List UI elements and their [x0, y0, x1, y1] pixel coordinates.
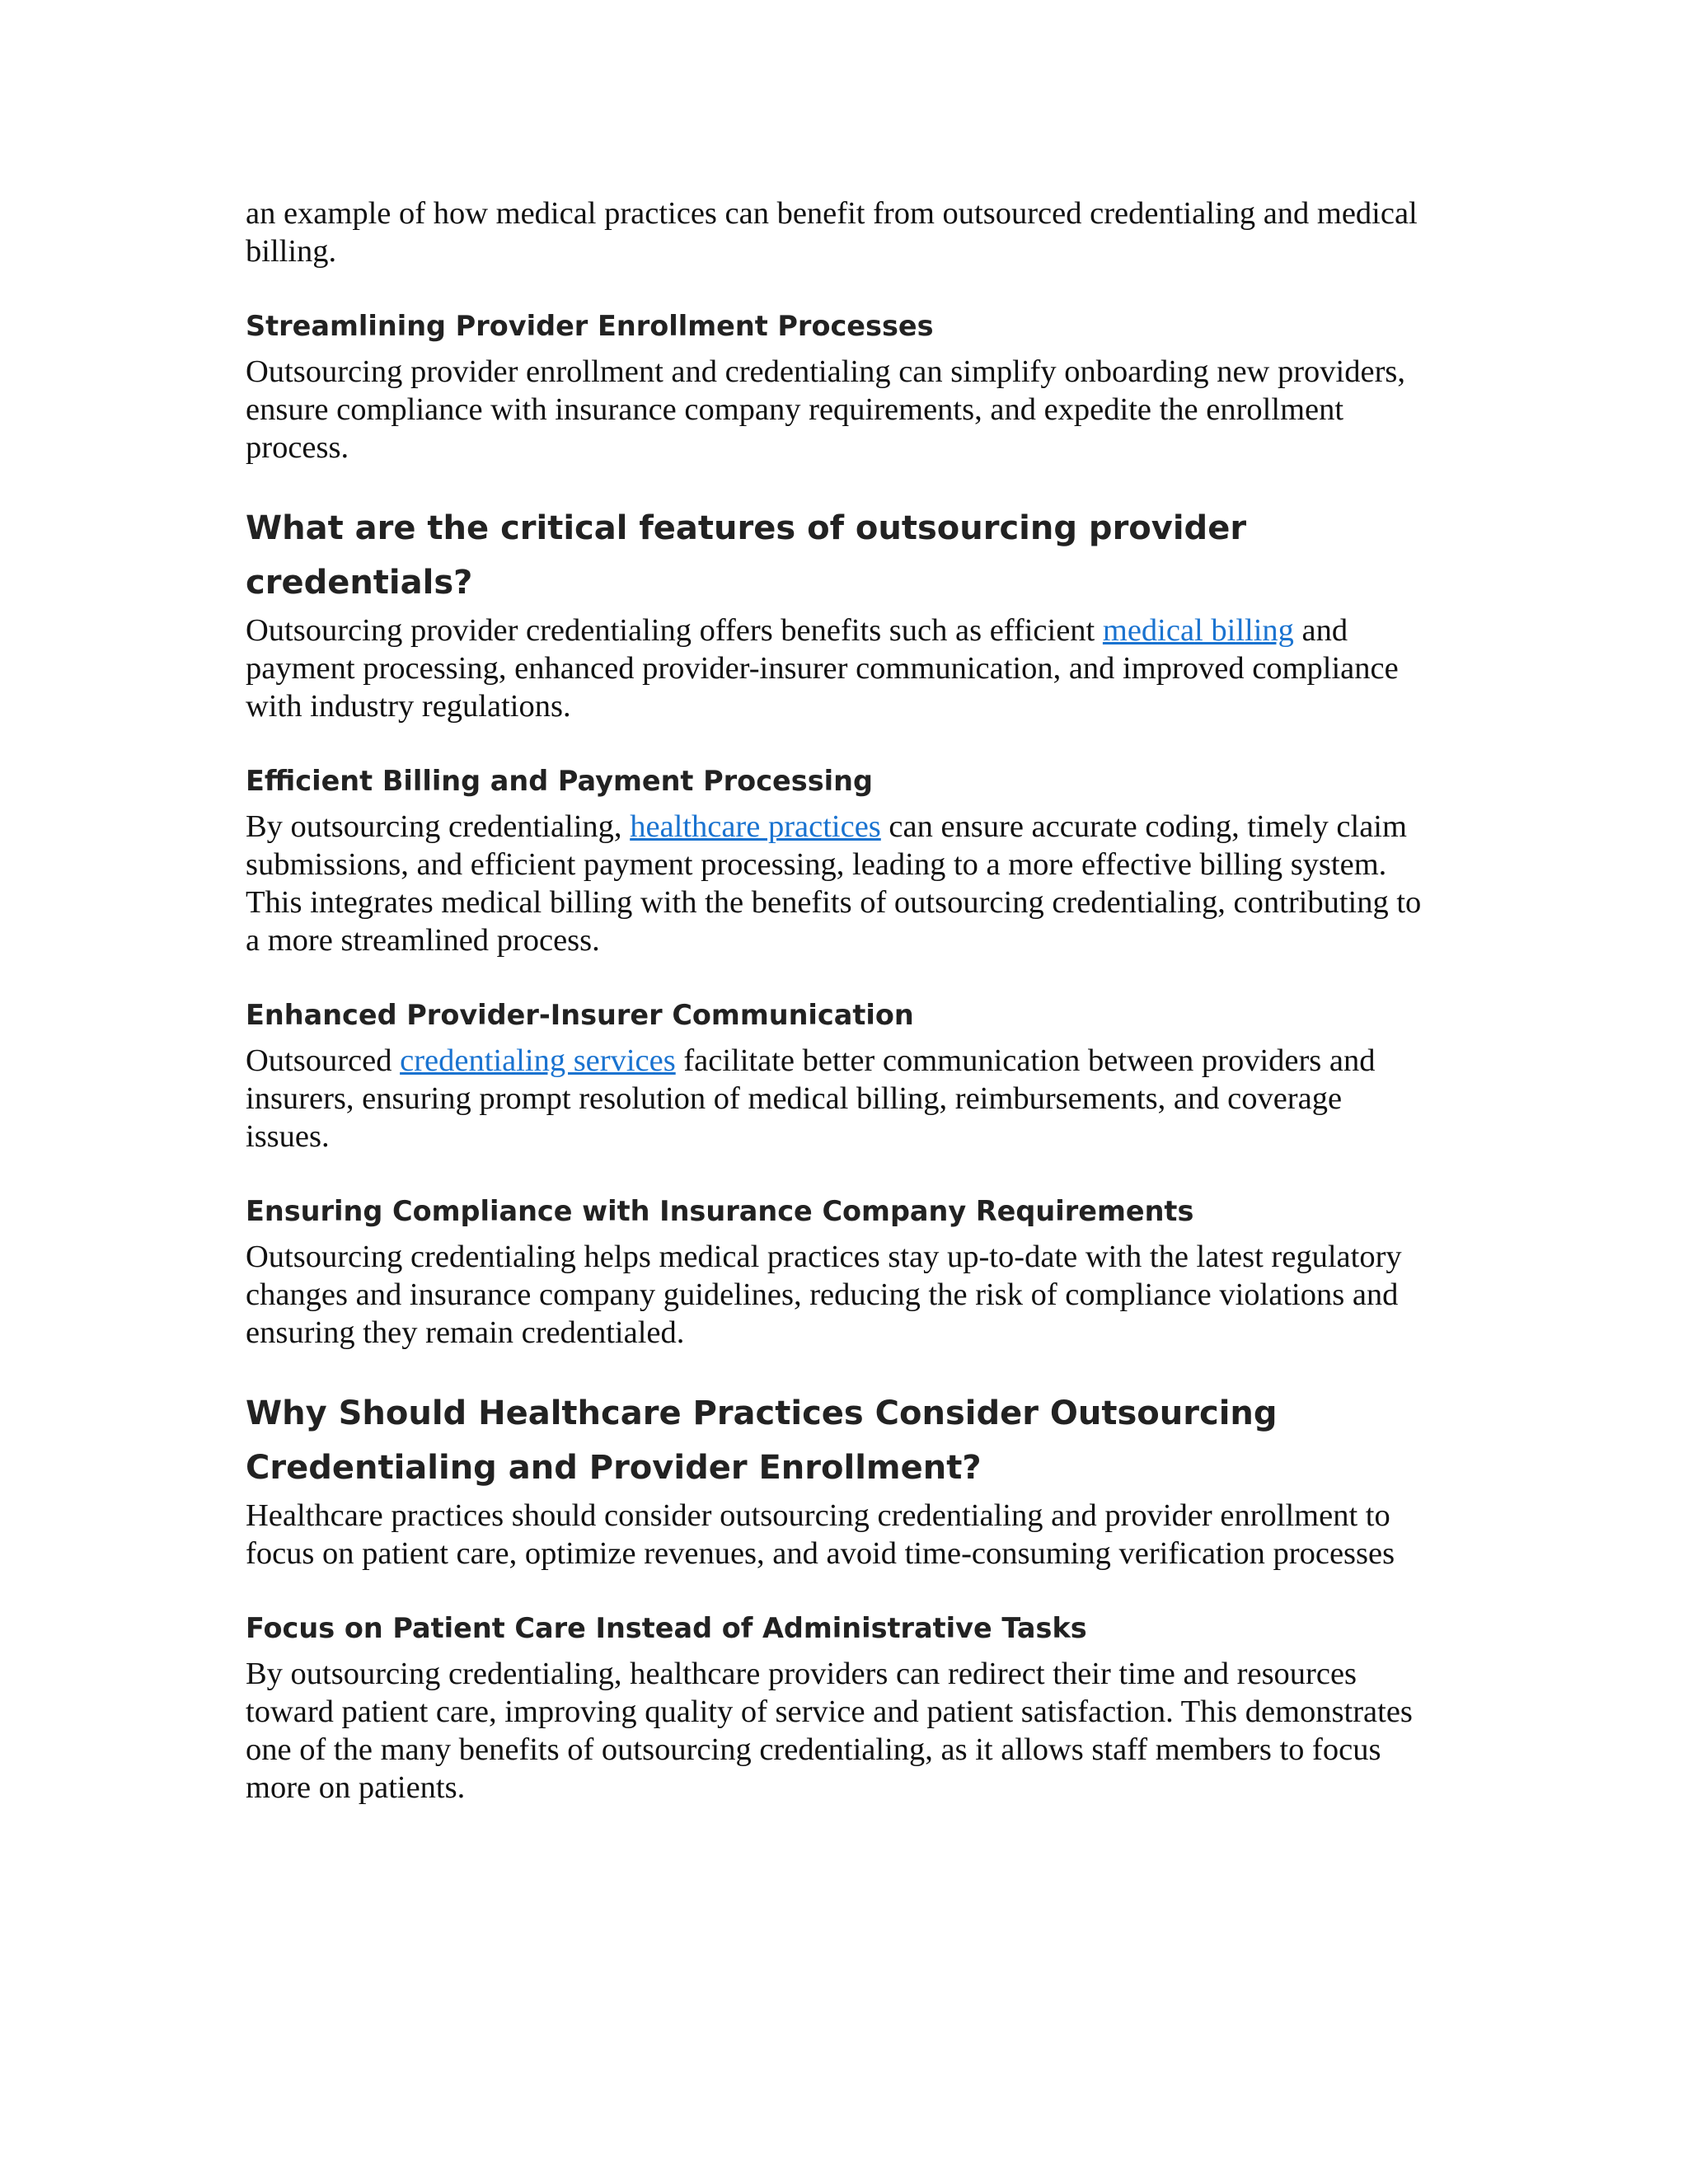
heading-streamlining: Streamlining Provider Enrollment Processes	[246, 310, 934, 342]
paragraph-text: Outsourced	[246, 1043, 401, 1078]
paragraph-text: Outsourcing provider credentialing offers benefits such as efficient	[246, 613, 1103, 648]
paragraph-text: and payment processing, enhanced provider-insurer communication, and improved compliance with industry regulations.	[246, 613, 1399, 724]
link-medical-billing[interactable]: medical billing	[1102, 613, 1294, 648]
document-page	[246, 194, 1432, 1807]
paragraph-billing	[246, 808, 1432, 959]
paragraph-communication	[246, 1042, 1432, 1155]
paragraph-streamlining: Outsourcing provider enrollment and credentialing can simplify onboarding new providers, ensure compliance with insurance company requirements, and expedite the enrollment process.	[246, 354, 1406, 465]
heading-why-consider: Why Should Healthcare Practices Consider Outsourcing Credentialing and Provider Enrollment?	[246, 1394, 1278, 1487]
heading-critical-features: What are the critical features of outsourcing provider credentials?	[246, 509, 1247, 602]
paragraph-patient-care: By outsourcing credentialing, healthcare providers can redirect their time and resources toward patient care, improving quality of service and patient satisfaction. This demonstrates one of the many benefits of outsourcing credentialing, as it allows staff members to focus more on patients.	[246, 1657, 1413, 1805]
heading-patient-care: Focus on Patient Care Instead of Administrative Tasks	[246, 1612, 1087, 1644]
paragraph-why-consider: Healthcare practices should consider outsourcing credentialing and provider enrollment to focus on patient care, optimize revenues, and avoid time-consuming verification processes	[246, 1498, 1395, 1571]
paragraph-text: can ensure accurate coding, timely claim submissions, and efficient payment processing, leading to a more effective billing system. This integrates medical billing with the benefits of outsourcing credentialing, contributing to a more streamlined process.	[246, 809, 1422, 958]
link-healthcare-practices[interactable]: healthcare practices	[630, 809, 881, 844]
heading-billing: Efficient Billing and Payment Processing	[246, 765, 873, 797]
heading-compliance: Ensuring Compliance with Insurance Company Requirements	[246, 1195, 1194, 1227]
paragraph-critical-features	[246, 612, 1432, 725]
link-credentialing-services[interactable]: credentialing services	[400, 1043, 676, 1078]
heading-communication: Enhanced Provider-Insurer Communication	[246, 999, 914, 1031]
intro-paragraph: an example of how medical practices can benefit from outsourced credentialing and medical billing.	[246, 196, 1418, 269]
paragraph-compliance: Outsourcing credentialing helps medical practices stay up-to-date with the latest regulatory changes and insurance company guidelines, reducing the risk of compliance violations and ensuring they remain credentialed.	[246, 1240, 1402, 1350]
paragraph-text: facilitate better communication between providers and insurers, ensuring prompt resolution of medical billing, reimbursements, and coverage issues.	[246, 1043, 1376, 1154]
paragraph-text: By outsourcing credentialing,	[246, 809, 631, 844]
